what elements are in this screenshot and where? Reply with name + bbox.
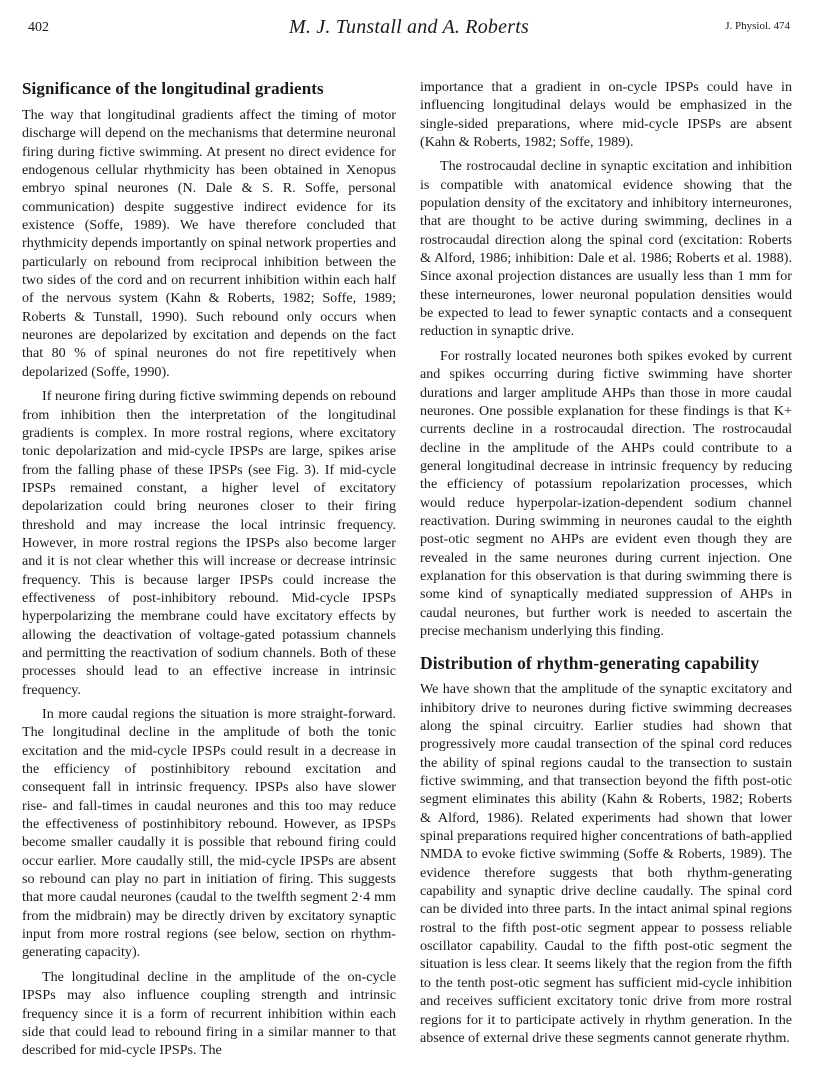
journal-citation: J. Physiol. 474 <box>725 20 790 32</box>
page-number: 402 <box>28 20 49 35</box>
page-header <box>28 14 790 40</box>
paragraph: We have shown that the amplitude of the synaptic excitatory and inhibitory drive to neurones during fictive swimming decreases along the spinal circuitry. Earlier studies had shown that progressively more caudal transection of the spinal cord reduces the ability of spinal regions caudal to the transection to sustain fictive swimming, and that transection beyond the fifth post-otic segment eliminates this ability (Kahn & Roberts, 1982; Roberts & Alford, 1986). Related experiments had shown that lower spinal preparations required higher concentrations of bath-applied NMDA to evoke fictive swimming (Soffe & Roberts, 1989). The evidence therefore suggests that both rhythm-generating capability and synaptic drive decline caudally. The spinal cord can be divided into three parts. In the intact animal spinal regions rostral to the fifth post-otic segment appear to possess reliable oscillator capability. Caudal to the fifth post-otic segment the situation is less clear. It seems likely that the region from the fifth to the tenth post-otic segment has sufficient mid-cycle inhibition and receives sufficient excitatory tonic drive from more rostral regions for it to participate actively in rhythm generation. In the absence of external drive these segments cannot generate rhythm. <box>420 681 792 1046</box>
paragraph: The rostrocaudal decline in synaptic excitation and inhibition is compatible with anatomical evidence showing that the population density of the excitatory and inhibitory interneurones, that are thought to be active during swimming, declines in a rostrocaudal direction along the spinal cord (excitation: Roberts & Alford, 1986; inhibition: Dale et al. 1986; Roberts et al. 1988). Since axonal projection distances are usually less than 1 mm for these interneurones, lower neuronal population densities would be expected to lead to fewer synaptic contacts and a consequent reduction in synaptic drive. <box>420 158 792 340</box>
running-head-authors: M. J. Tunstall and A. Roberts <box>289 16 529 38</box>
left-column <box>22 78 396 1066</box>
paragraph: For rostrally located neurones both spikes evoked by current and spikes occurring during fictive swimming have shorter durations and larger amplitude AHPs than those in more caudal neurones. One possible explanation for these findings is that K+ currents decline in a rostrocaudal direction. The rostrocaudal decline in the amplitude of the AHPs could contribute to a general longitudinal decrease in intrinsic frequency by reducing the efficiency of potassium repolarization processes, which would reduce hyperpolar-ization-dependent sodium channel reactivation. During swimming in neurones caudal to the eighth post-otic segment no AHPs are evident even though they are revealed in the same neurones during current injection. One explanation for this observation is that during swimming there is some kind of synaptically mediated suppression of AHPs in caudal neurones, but further work is needed to ascertain the precise mechanism underlying this finding. <box>420 347 792 639</box>
paragraph: If neurone firing during fictive swimming depends on rebound from inhibition then the interpretation of the longitudinal gradients is complex. In more rostral regions, where excitatory tonic depolarization and mid-cycle IPSPs are large, spikes arise from the falling phase of these IPSPs (see Fig. 3). If mid-cycle IPSPs remained constant, a higher level of excitatory depolarization could bring neurones closer to their firing threshold and may increase the local intrinsic frequency. However, in more rostral regions the IPSPs also become larger and it is not clear whether this will increase or decrease intrinsic frequency. This is because larger IPSPs could increase the effectiveness of post-inhibitory rebound. Mid-cycle IPSPs hyperpolarizing the membrane could have excitatory effects by allowing the deactivation of voltage-gated potassium channels and permitting the reactivation of sodium channels. Both of these processes should lead to an effective increase in intrinsic frequency. <box>22 388 396 698</box>
paragraph: The way that longitudinal gradients affect the timing of motor discharge will depend on the mechanisms that determine neuronal firing during fictive swimming. At present no direct evidence for endogenous cellular rhythmicity has been obtained in Xenopus embryo spinal neurones (N. Dale & S. R. Soffe, personal communication) despite suggestive indirect evidence for its existence (Soffe, 1989). We have therefore concluded that rhythmicity depends importantly on spinal network properties and particularly on rebound from reciprocal inhibition between the two sides of the cord and on recurrent inhibition within each half of the nervous system (Kahn & Roberts, 1982; Soffe, 1989; Roberts & Tunstall, 1990). Such rebound only occurs when neurones are depolarized by excitation and depends on the fact that 80 % of spinal neurones do not fire repetitively when depolarized (Soffe, 1990). <box>22 107 396 380</box>
paragraph: importance that a gradient in on-cycle IPSPs could have in influencing longitudinal delays would be emphasized in the single-sided preparations, where mid-cycle IPSPs are absent (Kahn & Roberts, 1982; Soffe, 1989). <box>420 79 792 151</box>
paragraph: In more caudal regions the situation is more straight-forward. The longitudinal decline in the amplitude of both the tonic excitation and the mid-cycle IPSPs could result in a decrease in the efficiency of postinhibitory rebound excitation and consequent fall in intrinsic frequency. IPSPs also have slower rise- and fall-times in caudal neurones and this too may reduce the effectiveness of postinhibitory rebound. However, as IPSPs become smaller caudally it is possible that rebound firing could occur earlier. More caudally still, the mid-cycle IPSPs are absent so rebound can play no part in initiation of firing. This suggests that more caudal neurones (caudal to the twelfth segment 2·4 mm from the midbrain) may be directly driven by excitatory synaptic input from more rostral regions (see below, section on rhythm-generating capacity). <box>22 706 396 961</box>
paragraph: The longitudinal decline in the amplitude of the on-cycle IPSPs may also influence coupling strength and intrinsic frequency since it is a form of recurrent inhibition within each side that could lead to rebound firing in a similar manner to that described for mid-cycle IPSPs. The <box>22 968 396 1059</box>
right-column <box>420 78 792 1053</box>
section-heading-longitudinal-gradients: Significance of the longitudinal gradients <box>22 79 324 98</box>
section-heading-rhythm-generating: Distribution of rhythm-generating capability <box>420 653 760 674</box>
